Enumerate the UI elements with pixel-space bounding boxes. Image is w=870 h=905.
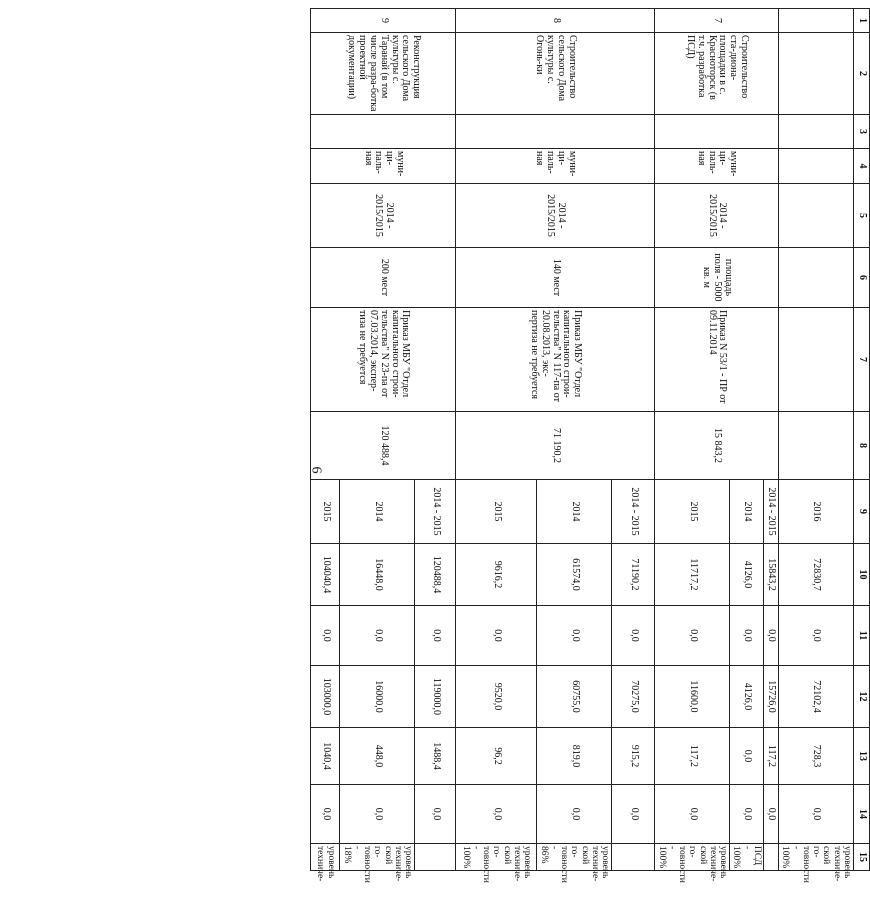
status-cell: уровень техниче-ской го-товности - 100% xyxy=(456,844,537,871)
value-cell: 0,0 xyxy=(730,785,764,844)
document: Приказ МБУ "Отдел капитального строи-тельства" N 23-па от 07.03.2014, экспер-тиза не требуется xyxy=(311,308,456,412)
value-cell: 0,0 xyxy=(779,606,854,666)
value-cell: 0,0 xyxy=(340,785,415,844)
ownership: муни-ци-паль-ная xyxy=(456,149,655,184)
period: 2014 - 2015/2015 xyxy=(456,184,655,248)
value-cell: 96,2 xyxy=(456,728,537,785)
value-cell: 120488,4 xyxy=(415,544,456,606)
col-num: 5 xyxy=(854,184,870,248)
status-cell xyxy=(415,844,456,871)
value-cell: 0,0 xyxy=(311,785,340,844)
value-cell: 0,0 xyxy=(655,785,730,844)
capital-construction-table xyxy=(242,8,870,883)
col-num: 14 xyxy=(854,785,870,844)
value-cell: 15843,2 xyxy=(764,544,779,606)
ownership: муни-ци-паль-ная xyxy=(655,149,779,184)
value-cell: 0,0 xyxy=(415,606,456,666)
col-num: 12 xyxy=(854,666,870,728)
year-cell: 2016 xyxy=(779,480,854,544)
value-cell: 0,0 xyxy=(537,606,612,666)
col-num: 6 xyxy=(854,248,870,308)
value-cell: 15726,0 xyxy=(764,666,779,728)
year-cell: 2015 xyxy=(311,480,340,544)
col-num: 9 xyxy=(854,480,870,544)
year-cell: 2014 xyxy=(730,480,764,544)
table-row xyxy=(612,9,655,871)
value-cell: 60755,0 xyxy=(537,666,612,728)
value-cell: 11717,2 xyxy=(655,544,730,606)
value-cell: 4126,0 xyxy=(730,666,764,728)
row-number: 7 xyxy=(655,9,779,33)
value-cell: 0,0 xyxy=(612,606,655,666)
document: Приказ N 53/1 - ПР от 09.11.2014 xyxy=(655,308,779,412)
value-cell: 0,0 xyxy=(612,785,655,844)
value-cell: 0,0 xyxy=(456,785,537,844)
value-cell: 11600,0 xyxy=(655,666,730,728)
document: Приказ МБУ "Отдел капитального строи-тельства" N 117-па от 20.08.2013, экс-пертиза не требуется xyxy=(456,308,655,412)
value-cell: 9520,0 xyxy=(456,666,537,728)
value-cell: 16000,0 xyxy=(340,666,415,728)
value-cell: 0,0 xyxy=(730,728,764,785)
column-number-row xyxy=(854,9,870,871)
status-cell: уровень техниче-ской го-товности - 100% xyxy=(779,844,854,871)
status-cell: ПСД - 100% xyxy=(730,844,764,871)
col-num: 8 xyxy=(854,412,870,480)
value-cell: 0,0 xyxy=(655,606,730,666)
table-row xyxy=(764,9,779,871)
objects-table xyxy=(311,8,870,883)
table-row xyxy=(415,9,456,871)
value-cell: 728,3 xyxy=(779,728,854,785)
capacity: площадь поля - 5000 кв. м xyxy=(655,248,779,308)
value-cell: 0,0 xyxy=(415,785,456,844)
status-cell: уровень техниче-ской го-товности - 18% xyxy=(340,844,415,871)
capacity: 200 мест xyxy=(311,248,456,308)
value-cell: 61574,0 xyxy=(537,544,612,606)
value-cell: 4126,0 xyxy=(730,544,764,606)
value-cell: 119000,0 xyxy=(415,666,456,728)
value-cell: 0,0 xyxy=(779,785,854,844)
table-row-carryover xyxy=(779,9,854,871)
year-cell: 2015 xyxy=(655,480,730,544)
object-name: Строительство ста-дионa-площадки в с. Красноторск (в т.ч. разработка ПСД) xyxy=(655,33,779,115)
value-cell: 72102,4 xyxy=(779,666,854,728)
year-cell: 2014 xyxy=(537,480,612,544)
year-cell: 2014 xyxy=(340,480,415,544)
col-num: 3 xyxy=(854,115,870,149)
row-number: 8 xyxy=(456,9,655,33)
cost: 71 190,2 xyxy=(456,412,655,480)
value-cell: 9616,2 xyxy=(456,544,537,606)
status-cell xyxy=(612,844,655,871)
value-cell: 117,2 xyxy=(655,728,730,785)
value-cell: 819,0 xyxy=(537,728,612,785)
ownership: муни-ци-паль-ная xyxy=(311,149,456,184)
value-cell: 0,0 xyxy=(764,606,779,666)
status-cell: уровень техниче-ской го-товности - 100% xyxy=(655,844,730,871)
value-cell: 117,2 xyxy=(764,728,779,785)
col-num: 2 xyxy=(854,33,870,115)
status-cell: уровень техниче- xyxy=(311,844,340,871)
year-cell: 2015 xyxy=(456,480,537,544)
status-cell: уровень техниче-ской го-товности - 86% xyxy=(537,844,612,871)
col-num: 7 xyxy=(854,308,870,412)
value-cell: 0,0 xyxy=(340,606,415,666)
object-name: Реконструкция сельского Дома культуры с. Таранай (в том числе разра-ботка проектной документации) xyxy=(311,33,456,115)
value-cell: 103000,0 xyxy=(311,666,340,728)
value-cell: 104040,4 xyxy=(311,544,340,606)
row-number: 9 xyxy=(311,9,456,33)
col-num: 13 xyxy=(854,728,870,785)
value-cell: 0,0 xyxy=(730,606,764,666)
col-num: 4 xyxy=(854,149,870,184)
value-cell: 448,0 xyxy=(340,728,415,785)
col-num: 10 xyxy=(854,544,870,606)
year-cell: 2014 - 2015 xyxy=(764,480,779,544)
value-cell: 71190,2 xyxy=(612,544,655,606)
value-cell: 70275,0 xyxy=(612,666,655,728)
value-cell: 1488,4 xyxy=(415,728,456,785)
value-cell: 16448,0 xyxy=(340,544,415,606)
col-num: 15 xyxy=(854,844,870,871)
period: 2014 - 2015/2015 xyxy=(311,184,456,248)
value-cell: 0,0 xyxy=(764,785,779,844)
cost: 15 843,2 xyxy=(655,412,779,480)
value-cell: 1040,4 xyxy=(311,728,340,785)
cost: 120 488,4 xyxy=(311,412,456,480)
status-cell xyxy=(764,844,779,871)
object-name: Строительство сельского Дома культуры с. Огонь-ки xyxy=(456,33,655,115)
value-cell: 0,0 xyxy=(456,606,537,666)
value-cell: 0,0 xyxy=(311,606,340,666)
year-cell: 2014 - 2015 xyxy=(415,480,456,544)
year-cell: 2014 - 2015 xyxy=(612,480,655,544)
page-number: 6 xyxy=(308,466,324,474)
col-num: 11 xyxy=(854,606,870,666)
period: 2014 - 2015/2015 xyxy=(655,184,779,248)
col-num: 1 xyxy=(854,9,870,33)
value-cell: 0,0 xyxy=(537,785,612,844)
capacity: 140 мест xyxy=(456,248,655,308)
value-cell: 72830,7 xyxy=(779,544,854,606)
value-cell: 915,2 xyxy=(612,728,655,785)
